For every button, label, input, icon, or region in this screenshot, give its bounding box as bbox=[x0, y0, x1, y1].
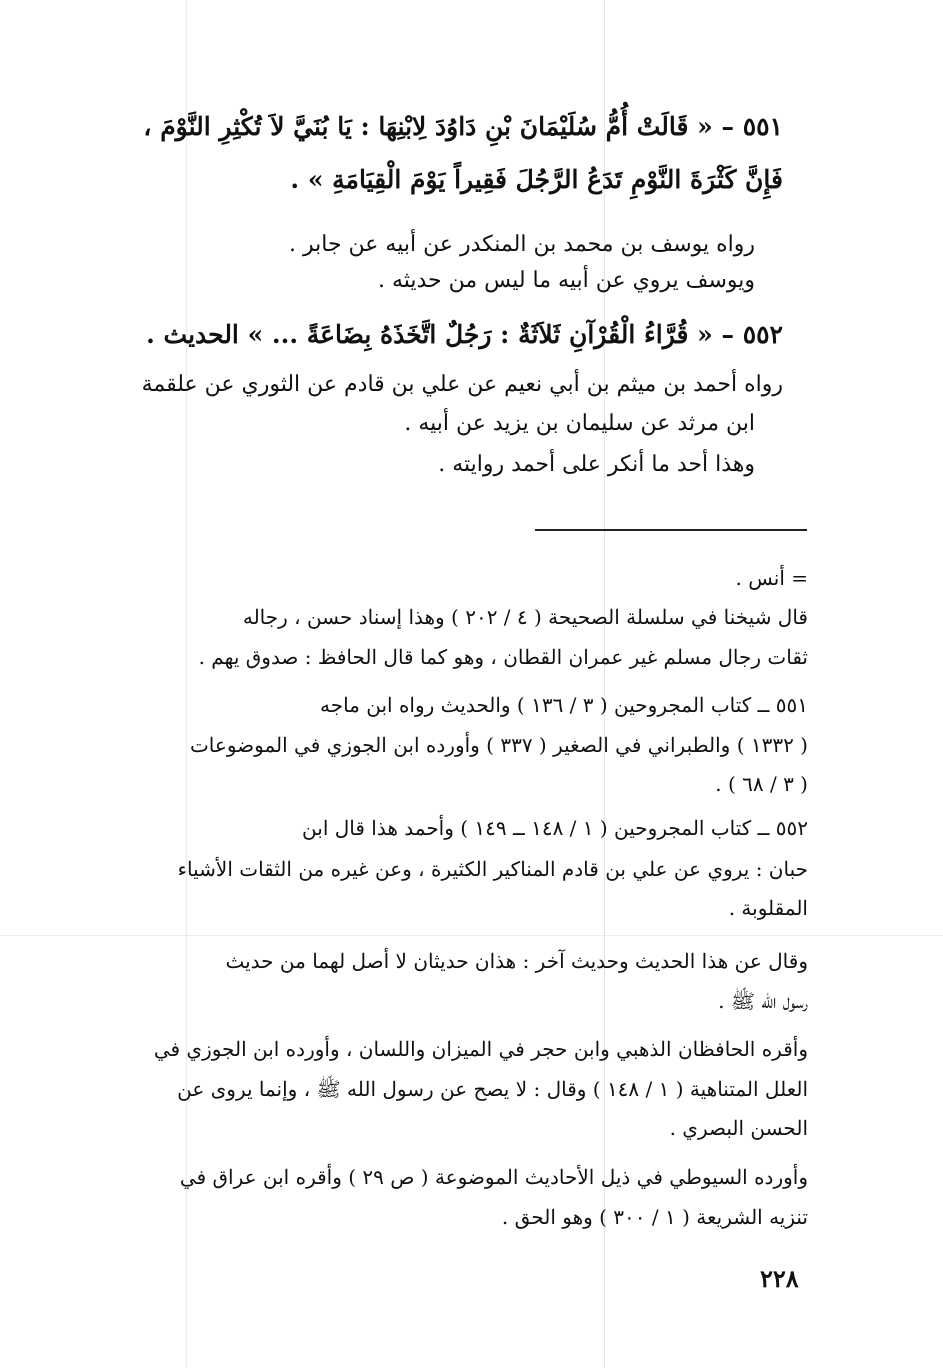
footnote-line: قال شيخنا في سلسلة الصحيحة ( ٤ / ٢٠٢ ) وهذا إسناد حسن ، رجاله bbox=[242, 605, 808, 629]
hadith-551-line-2: فَإِنَّ كَثْرَةَ النَّوْمِ تَدَعُ الرَّجُلَ فَقِيراً يَوْمَ الْقِيَامَةِ » . bbox=[290, 165, 783, 194]
narration-551-line-2: ويوسف يروي عن أبيه ما ليس من حديثه . bbox=[377, 268, 755, 293]
footnote-line: رسول الله ﷺ . bbox=[718, 989, 808, 1013]
footnote-line: ثقات رجال مسلم غير عمران القطان ، وهو كما قال الحافظ : صدوق يهم . bbox=[198, 645, 808, 669]
narration-552-line-2: ابن مرثد عن سليمان بن يزيد عن أبيه . bbox=[404, 411, 755, 436]
footnote-line: الحسن البصري . bbox=[669, 1116, 808, 1140]
footnote-552-line-1: ٥٥٢ ــ كتاب المجروحين ( ١ / ١٤٨ ــ ١٤٩ ) وأحمد هذا قال ابن bbox=[302, 816, 808, 840]
page-number: ٢٢٨ bbox=[760, 1264, 799, 1293]
scan-guide-line bbox=[0, 935, 943, 936]
hadith-552: ٥٥٢ – « قُرَّاءُ الْقُرْآنِ ثَلاَثَةٌ : رَجُلٌ اتَّخَذَهُ بِضَاعَةً ... » الحديث . bbox=[146, 320, 783, 349]
hadith-551-line-1: ٥٥١ – « قَالَتْ أُمُّ سُلَيْمَانَ بْنِ دَاوُدَ لِابْنِهَا : يَا بُنَيَّ لاَ تُكْثِرِ النَّوْمَ ، bbox=[143, 112, 783, 141]
narration-551-line-1: رواه يوسف بن محمد بن المنكدر عن أبيه عن جابر . bbox=[289, 232, 755, 257]
footnote-line: وقال عن هذا الحديث وحديث آخر : هذان حديثان لا أصل لهما من حديث bbox=[225, 949, 808, 973]
footnote-552-line-3: المقلوبة . bbox=[728, 896, 808, 920]
narration-552-line-1: رواه أحمد بن ميثم بن أبي نعيم عن علي بن قادم عن الثوري عن علقمة bbox=[141, 372, 783, 397]
footnote-divider bbox=[535, 529, 807, 531]
footnote-552-line-2: حبان : يروي عن علي بن قادم المناكير الكثيرة ، وعن غيره من الثقات الأشياء bbox=[177, 857, 808, 881]
footnote-line: وأورده السيوطي في ذيل الأحاديث الموضوعة ( ص ٢٩ ) وأقره ابن عراق في bbox=[179, 1165, 808, 1189]
footnote-line: = أنس . bbox=[735, 566, 808, 590]
footnote-line: تنزيه الشريعة ( ١ / ٣٠٠ ) وهو الحق . bbox=[501, 1205, 808, 1229]
scan-guide-line bbox=[186, 0, 187, 1368]
footnote-551-line-1: ٥٥١ ــ كتاب المجروحين ( ٣ / ١٣٦ ) والحديث رواه ابن ماجه bbox=[319, 693, 808, 717]
footnote-551-line-3: ( ٣ / ٦٨ ) . bbox=[715, 772, 808, 796]
footnote-line: وأقره الحافظان الذهبي وابن حجر في الميزان واللسان ، وأورده ابن الجوزي في bbox=[153, 1037, 808, 1061]
footnote-line: العلل المتناهية ( ١ / ١٤٨ ) وقال : لا يصح عن رسول الله ﷺ ، وإنما يروى عن bbox=[177, 1077, 808, 1101]
scan-guide-line bbox=[604, 0, 605, 1368]
footnote-551-line-2: ( ١٣٣٢ ) والطبراني في الصغير ( ٣٣٧ ) وأورده ابن الجوزي في الموضوعات bbox=[189, 733, 808, 757]
narration-552-line-3: وهذا أحد ما أنكر على أحمد روايته . bbox=[438, 452, 755, 477]
